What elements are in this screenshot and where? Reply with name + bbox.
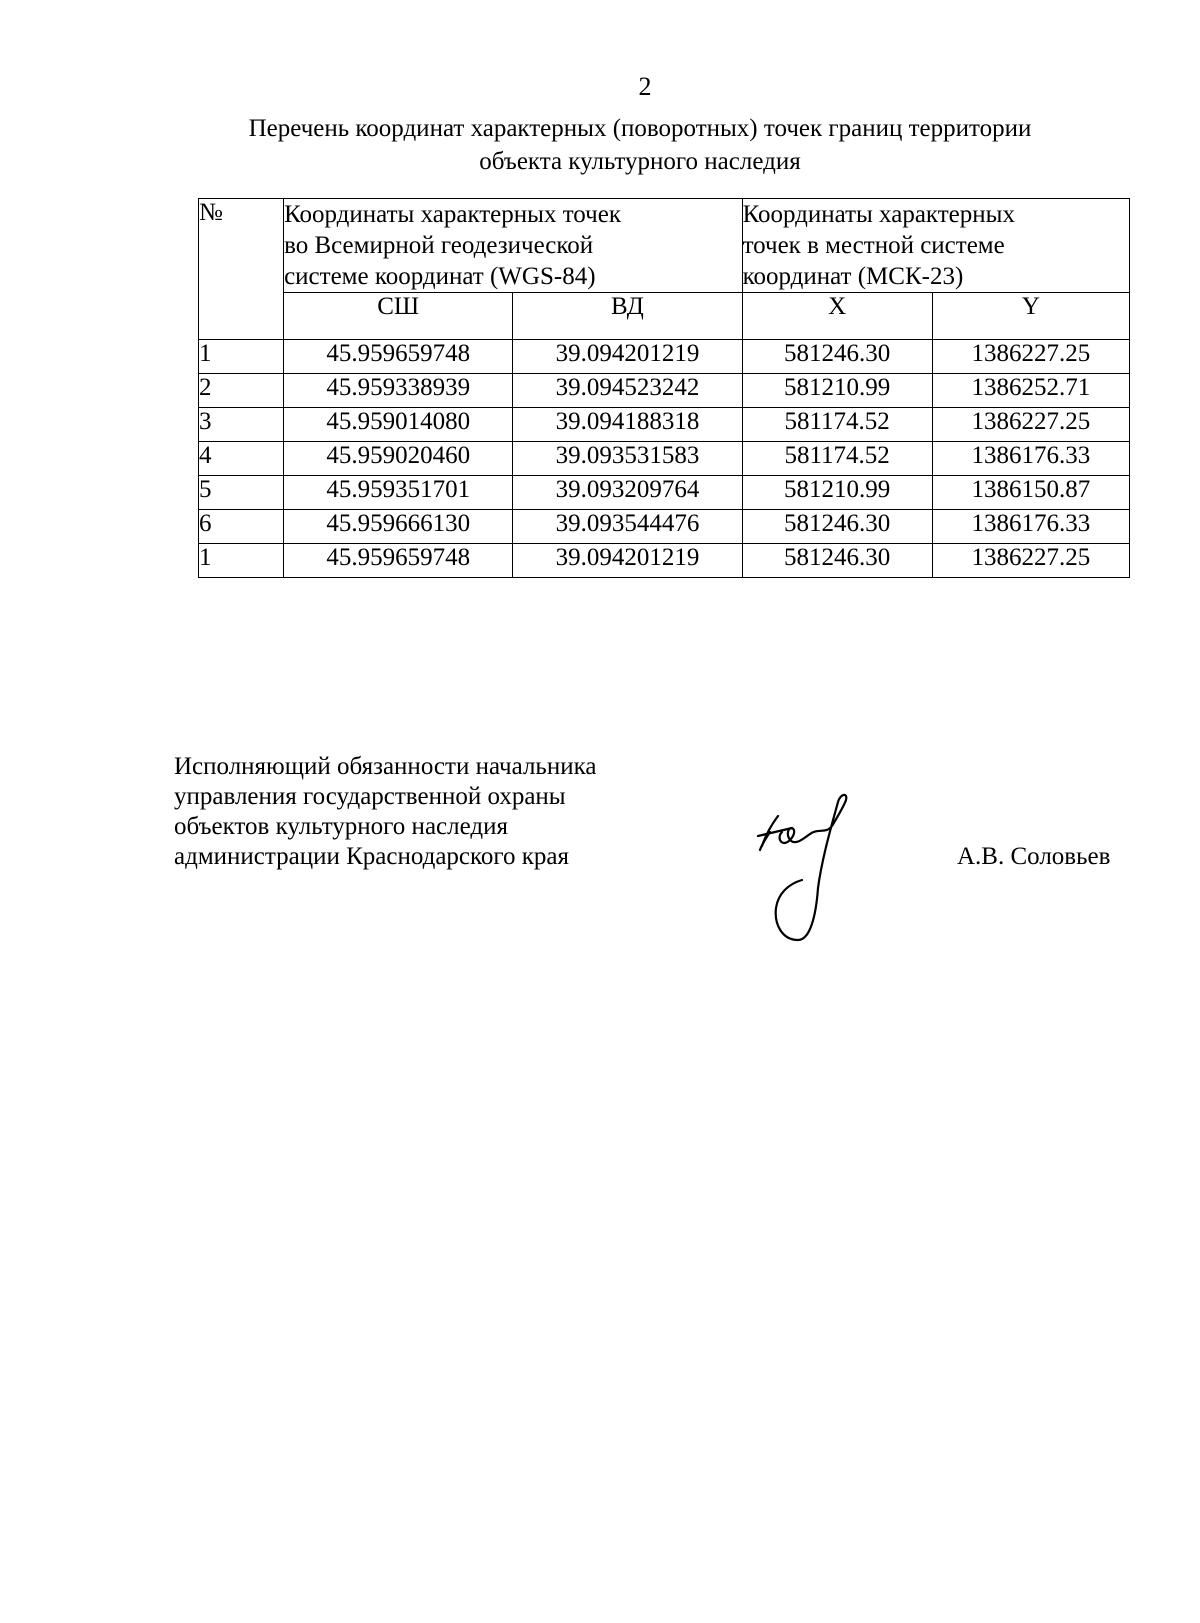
table-row xyxy=(199,374,1130,408)
cell-x: 581246.30 xyxy=(742,510,932,544)
cell-latitude: 45.959666130 xyxy=(284,510,513,544)
wgs84-header-line-1: Координаты характерных точек xyxy=(284,201,621,228)
cell-latitude: 45.959659748 xyxy=(284,544,513,578)
cell-x: 581210.99 xyxy=(742,476,932,510)
msk23-header-line-2: точек в местной системе xyxy=(742,232,1005,259)
table-header-row xyxy=(199,199,1130,293)
table-row xyxy=(199,544,1130,578)
document-heading xyxy=(180,112,1100,178)
coordinates-table xyxy=(198,198,1130,578)
signatory-position-line: управления государственной охраны xyxy=(174,783,566,810)
column-group-msk23 xyxy=(742,199,1129,293)
signatory-name: А.В. Соловьев xyxy=(957,843,1111,870)
msk23-header-line-1: Координаты характерных xyxy=(742,201,1015,228)
cell-longitude: 39.094523242 xyxy=(513,374,742,408)
cell-y: 1386252.71 xyxy=(932,374,1129,408)
cell-longitude: 39.094201219 xyxy=(513,340,742,374)
cell-point-number: 6 xyxy=(199,510,284,544)
cell-latitude: 45.959351701 xyxy=(284,476,513,510)
column-header-number: № xyxy=(199,199,284,340)
heading-line-1: Перечень координат характерных (поворотных) точек границ территории xyxy=(248,115,1032,142)
cell-point-number: 2 xyxy=(199,374,284,408)
cell-y: 1386176.33 xyxy=(932,442,1129,476)
cell-latitude: 45.959659748 xyxy=(284,340,513,374)
cell-longitude: 39.094188318 xyxy=(513,408,742,442)
table-row xyxy=(199,340,1130,374)
signatory-position xyxy=(174,752,596,872)
column-header-longitude: ВД xyxy=(513,293,742,340)
cell-point-number: 1 xyxy=(199,544,284,578)
table-row xyxy=(199,408,1130,442)
cell-y: 1386176.33 xyxy=(932,510,1129,544)
page-number: 2 xyxy=(638,72,652,101)
cell-latitude: 45.959020460 xyxy=(284,442,513,476)
table-subheader-row xyxy=(199,293,1130,340)
cell-longitude: 39.093531583 xyxy=(513,442,742,476)
signatory-position-line: Исполняющий обязанности начальника xyxy=(174,753,597,780)
signatory-position-line: администрации Краснодарского края xyxy=(174,843,570,870)
table-row xyxy=(199,442,1130,476)
cell-point-number: 4 xyxy=(199,442,284,476)
cell-point-number: 1 xyxy=(199,340,284,374)
cell-x: 581246.30 xyxy=(742,544,932,578)
cell-longitude: 39.094201219 xyxy=(513,544,742,578)
cell-y: 1386227.25 xyxy=(932,544,1129,578)
table-row xyxy=(199,476,1130,510)
table-row xyxy=(199,510,1130,544)
cell-y: 1386227.25 xyxy=(932,340,1129,374)
heading-line-2: объекта культурного наследия xyxy=(479,148,801,175)
cell-x: 581246.30 xyxy=(742,340,932,374)
cell-longitude: 39.093209764 xyxy=(513,476,742,510)
cell-latitude: 45.959014080 xyxy=(284,408,513,442)
wgs84-header-line-3: системе координат (WGS-84) xyxy=(284,263,596,290)
msk23-header-line-3: координат (МСК-23) xyxy=(742,263,964,290)
cell-point-number: 5 xyxy=(199,476,284,510)
cell-y: 1386227.25 xyxy=(932,408,1129,442)
cell-y: 1386150.87 xyxy=(932,476,1129,510)
handwritten-signature xyxy=(752,788,872,948)
signatory-position-line: объектов культурного наследия xyxy=(174,813,508,840)
cell-x: 581210.99 xyxy=(742,374,932,408)
wgs84-header-line-2: во Всемирной геодезической xyxy=(284,232,594,259)
cell-x: 581174.52 xyxy=(742,408,932,442)
cell-latitude: 45.959338939 xyxy=(284,374,513,408)
cell-longitude: 39.093544476 xyxy=(513,510,742,544)
column-group-wgs84 xyxy=(284,199,742,293)
cell-x: 581174.52 xyxy=(742,442,932,476)
column-header-latitude: СШ xyxy=(284,293,513,340)
column-header-y: Y xyxy=(932,293,1129,340)
column-header-x: X xyxy=(742,293,932,340)
cell-point-number: 3 xyxy=(199,408,284,442)
